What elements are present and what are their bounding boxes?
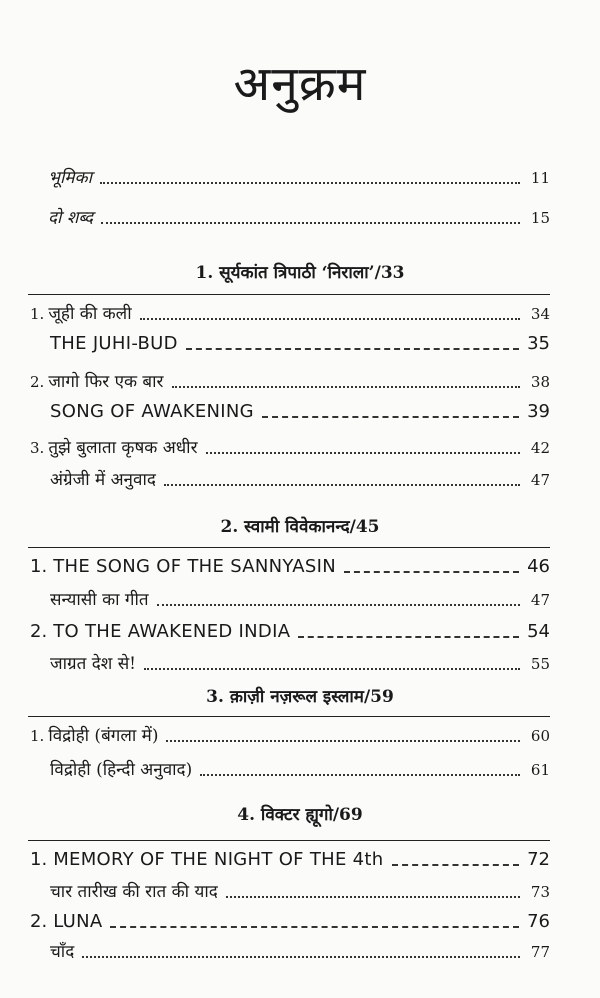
entry-label: भूमिका <box>48 168 92 188</box>
toc-entry[interactable] <box>30 296 550 326</box>
entry-page: 38 <box>530 373 550 391</box>
entry-label: THE SONG OF THE SANNYASIN <box>53 556 337 577</box>
entry-label: विद्रोही (हिन्दी अनुवाद) <box>50 760 193 780</box>
entry-page: 76 <box>527 911 550 932</box>
section-rule <box>28 547 550 548</box>
entry-label: MEMORY OF THE NIGHT OF THE 4th <box>53 849 384 870</box>
dot-leader <box>157 602 520 606</box>
toc-entry[interactable] <box>30 549 550 579</box>
toc-entry[interactable] <box>30 718 550 748</box>
entry-page: 61 <box>530 761 550 779</box>
entry-page: 11 <box>530 169 550 187</box>
entry-label: तुझे बुलाता कृषक अधीर <box>48 438 198 458</box>
dot-leader <box>144 666 520 670</box>
dot-leader <box>101 220 520 224</box>
toc-entry[interactable] <box>48 200 550 230</box>
toc-entry[interactable] <box>48 160 550 190</box>
section-rule <box>28 840 550 841</box>
entry-label: SONG OF AWAKENING <box>50 401 254 422</box>
entry-label: LUNA <box>53 911 103 932</box>
toc-entry[interactable] <box>30 842 550 872</box>
page-title: अनुक्रम <box>233 56 367 112</box>
entry-page: 47 <box>530 471 550 489</box>
entry-label: THE JUHI-BUD <box>50 333 178 354</box>
entry-label: जाग्रत देश से! <box>50 654 137 674</box>
toc-entry[interactable] <box>50 646 550 676</box>
dot-leader <box>206 450 520 454</box>
entry-label: जागो फिर एक बार <box>48 372 164 392</box>
entry-number: 2. <box>30 621 48 642</box>
section-heading: 1. सूर्यकांत त्रिपाठी ‘निराला’/33 <box>195 263 405 283</box>
entry-page: 73 <box>530 883 550 901</box>
entry-number: 2. <box>30 911 48 932</box>
entry-page: 72 <box>527 849 550 870</box>
dash-leader <box>344 569 519 573</box>
entry-page: 42 <box>530 439 550 457</box>
dot-leader <box>164 482 520 486</box>
entry-number: 3. <box>30 439 45 457</box>
entry-label: चार तारीख की रात की याद <box>50 882 218 902</box>
entry-number: 1. <box>30 556 48 577</box>
dot-leader <box>226 894 520 898</box>
toc-entry[interactable] <box>30 904 550 934</box>
entry-label: विद्रोही (बंगला में) <box>48 726 159 746</box>
entry-page: 77 <box>530 943 550 961</box>
dash-leader <box>262 414 519 418</box>
toc-entry[interactable] <box>30 430 550 460</box>
dot-leader <box>100 180 520 184</box>
dash-leader <box>298 634 519 638</box>
section-heading: 3. क़ाज़ी नज़रूल इस्लाम/59 <box>206 687 394 707</box>
toc-entry[interactable] <box>30 364 550 394</box>
entry-page: 39 <box>527 401 550 422</box>
section-rule <box>28 716 550 717</box>
entry-page: 47 <box>530 591 550 609</box>
dash-leader <box>392 862 520 866</box>
entry-number: 1. <box>30 305 45 323</box>
section-heading: 2. स्वामी विवेकानन्द/45 <box>220 517 380 537</box>
entry-page: 35 <box>527 333 550 354</box>
toc-entry[interactable] <box>50 462 550 492</box>
section-heading: 4. विक्टर ह्यूगो/69 <box>237 805 363 825</box>
entry-number: 2. <box>30 373 45 391</box>
entry-number: 1. <box>30 727 45 745</box>
entry-page: 46 <box>527 556 550 577</box>
entry-label: चाँद <box>50 942 75 962</box>
dash-leader <box>186 346 519 350</box>
entry-label: दो शब्द <box>48 208 94 228</box>
entry-label: जूही की कली <box>48 304 132 324</box>
dot-leader <box>82 954 520 958</box>
entry-label: सन्यासी का गीत <box>50 590 149 610</box>
toc-entry[interactable] <box>50 874 550 904</box>
dot-leader <box>172 384 521 388</box>
dash-leader <box>110 924 519 928</box>
entry-number: 1. <box>30 849 48 870</box>
dot-leader <box>200 772 520 776</box>
toc-entry[interactable] <box>50 326 550 356</box>
dot-leader <box>140 316 520 320</box>
toc-entry[interactable] <box>30 614 550 644</box>
entry-page: 60 <box>530 727 550 745</box>
dot-leader <box>166 738 520 742</box>
toc-entry[interactable] <box>50 394 550 424</box>
entry-page: 34 <box>530 305 550 323</box>
toc-entry[interactable] <box>50 934 550 964</box>
entry-page: 15 <box>530 209 550 227</box>
toc-entry[interactable] <box>50 752 550 782</box>
toc-entry[interactable] <box>50 582 550 612</box>
section-rule <box>28 294 550 295</box>
entry-label: TO THE AWAKENED INDIA <box>53 621 291 642</box>
entry-page: 54 <box>527 621 550 642</box>
entry-page: 55 <box>530 655 550 673</box>
entry-label: अंग्रेजी में अनुवाद <box>50 470 156 490</box>
